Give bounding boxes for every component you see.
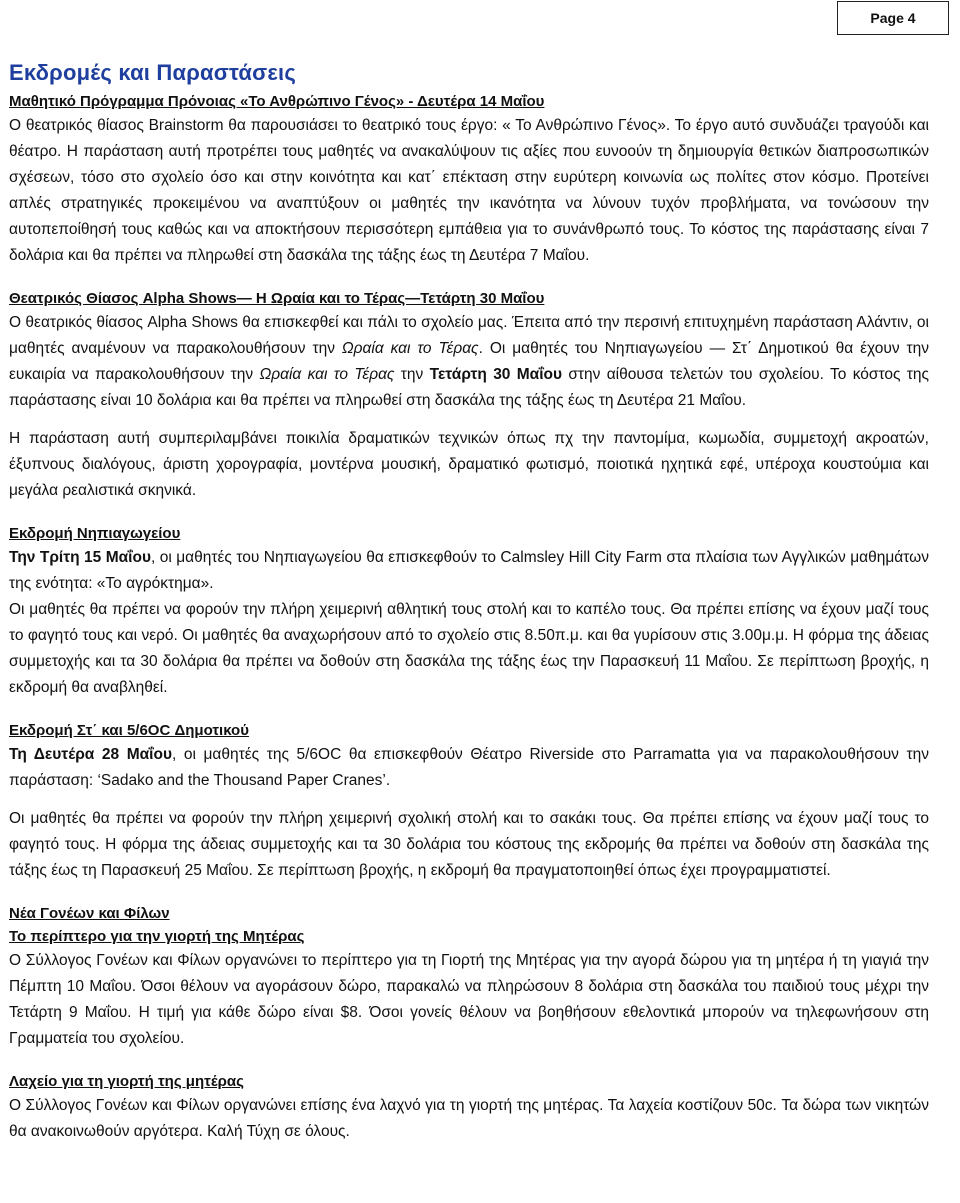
section-text-year6-excursion: Τη Δευτέρα 28 Μαΐου, οι μαθητές της 5/6ΟC θα επισκεφθούν Θέατρο Riverside στο Parramatta για να παρακολουθήσουν την παράσταση: ‘Sadako and the Thousand Paper Cranes’. [9,746,929,789]
section-heading-raffle: Λαχείο για τη γιορτή της μητέρας [9,1073,244,1090]
section-text-kinder-excursion-2: Οι μαθητές θα πρέπει να φορούν την πλήρη χειμερινή αθλητική τους στολή και το καπέλο τους. Θα πρέπει επίσης να έχουν μαζί τους το φαγητό τους και νερό. Οι μαθητές θα αναχωρήσουν από το σχολείο στις 8.50π.μ. και θα γυρίσουν στις 3.00μ.μ. Η φόρμα της άδειας συμμετοχής και τα 30 δολάρια θα πρέπει να δοθούν στη δασκάλα της τάξης έως την Παρασκευή 11 Μαΐου. Σε περίπτωση βροχής, η εκδρομή θα αναβληθεί. [9,601,929,696]
page-number-box [837,1,949,35]
section-heading-mothers-day-stall: Το περίπτερο για την γιορτή της Μητέρας [9,928,305,945]
section-text-humankind: Ο θεατρικός θίασος Brainstorm θα παρουσιάσει το θεατρικό τους έργο: « Το Ανθρώπινο Γένος». Το έργο αυτό συνδυάζει τραγούδι και θέατρο. Η παράσταση αυτή προτρέπει τους μαθητές να ανακαλύψουν τις αξίες που ευνοούν τη δημιουργία θετικών διαπροσωπικών σχέσεων, τόσο στο σχολείο όσο και στην κοινότητα και κατ΄ επέκταση στην ευρύτερη κοινωνία ως πολίτες στον κόσμο. Προτείνει απλές στρατηγικές προκειμένου να αναπτύξουν οι μαθητές την ικανότητα να λύνουν τυχόν προβλήματα, να τονώσουν την αυτοπεποίθησή τους καθώς και να αποκτήσουν περισσότερη εμπάθεια για το συνάνθρωπό τους. Το κόστος της παράστασης είναι 7 δολάρια και θα πρέπει να πληρωθεί στη δασκάλα της τάξης έως τη Δευτέρα 7 Μαΐου. [9,117,929,264]
section-text-raffle: Ο Σύλλογος Γονέων και Φίλων οργανώνει επίσης ένα λαχνό για τη γιορτή της μητέρας. Τα λαχεία κοστίζουν 50c. Τα δώρα των νικητών θα ανακοινωθούν αργότερα. Καλή Τύχη σε όλους. [9,1097,929,1140]
section-heading-alpha-shows: Θεατρικός Θίασος Alpha Shows— Η Ωραία και το Τέρας—Τετάρτη 30 Μαΐου [9,290,545,307]
section-text-alpha-shows-2: Η παράσταση αυτή συμπεριλαμβάνει ποικιλία δραματικών τεχνικών όπως πχ την παντομίμα, κωμωδία, συμμετοχή ακροατών, έξυπνους διαλόγους, άριστη χορογραφία, μοντέρνα μουσική, δραματικό φωτισμό, ποιοτικά ηχητικά εφέ, υπέροχα κουστούμια και μεγάλα ρεαλιστικά σκηνικά. [9,430,929,499]
section-text-kinder-excursion: Την Τρίτη 15 Μαΐου, οι μαθητές του Νηπιαγωγείου θα επισκεφθούν το Calmsley Hill City Farm στα πλαίσια των Αγγλικών μαθημάτων της ενότητα: «Το αγρόκτημα». [9,549,929,592]
newsletter-content [9,58,929,1145]
section-text-year6-excursion-2: Οι μαθητές θα πρέπει να φορούν την πλήρη χειμερινή σχολική στολή και το σακάκι τους. Θα πρέπει επίσης να έχουν μαζί τους το φαγητό τους. Η φόρμα της άδειας συμμετοχής και τα 30 δολάρια του κόστους της εκδρομής θα πρέπει να δοθούν στη δασκάλα της τάξης έως τη Παρασκευή 25 Μαΐου. Σε περίπτωση βροχής, η εκδρομή θα πραγματοποιηθεί όπως έχει προγραμματιστεί. [9,810,929,879]
section-text-mothers-day-stall: Ο Σύλλογος Γονέων και Φίλων οργανώνει το περίπτερο για τη Γιορτή της Μητέρας για την αγορά δώρου για τη μητέρα ή τη γιαγιά την Πέμπτη 10 Μαΐου. Όσοι θέλουν να αγοράσουν δώρο, παρακαλώ να πληρώσουν 8 δολάρια στη δασκάλα του παιδιού τους μέχρι την Τετάρτη 9 Μαΐου. Η τιμή για κάθε δώρο είναι $8. Όσοι γονείς θέλουν να βοηθήσουν εθελοντικά μπορούν να τηλεφωνήσουν στη Γραμματεία του σχολείου. [9,952,929,1047]
section-heading-pf-news: Νέα Γονέων και Φίλων [9,905,170,922]
page-title: Εκδρομές και Παραστάσεις [9,60,296,85]
section-text-alpha-shows: Ο θεατρικός θίασος Alpha Shows θα επισκεφθεί και πάλι το σχολείο μας. Έπειτα από την περσινή επιτυχημένη παράσταση Αλάντιν, οι μαθητές αναμένουν να παρακολουθήσουν την Ωραία και το Τέρας. Οι μαθητές του Νηπιαγωγείου — Στ΄ Δημοτικού θα έχουν την ευκαιρία να παρακολουθήσουν την Ωραία και το Τέρας την Τετάρτη 30 Μαΐου στην αίθουσα τελετών του σχολείου. Το κόστος της παράστασης είναι 10 δολάρια και θα πρέπει να πληρωθεί στη δασκάλα της τάξης έως τη Δευτέρα 21 Μαΐου. [9,314,929,409]
section-heading-humankind: Μαθητικό Πρόγραμμα Πρόνοιας «Το Ανθρώπινο Γένος» - Δευτέρα 14 Μαΐου [9,93,545,110]
section-heading-year6-excursion: Εκδρομή Στ΄ και 5/6ΟC Δημοτικού [9,722,249,739]
section-heading-kinder-excursion: Εκδρομή Νηπιαγωγείου [9,525,181,542]
page-number: Page 4 [870,10,916,26]
